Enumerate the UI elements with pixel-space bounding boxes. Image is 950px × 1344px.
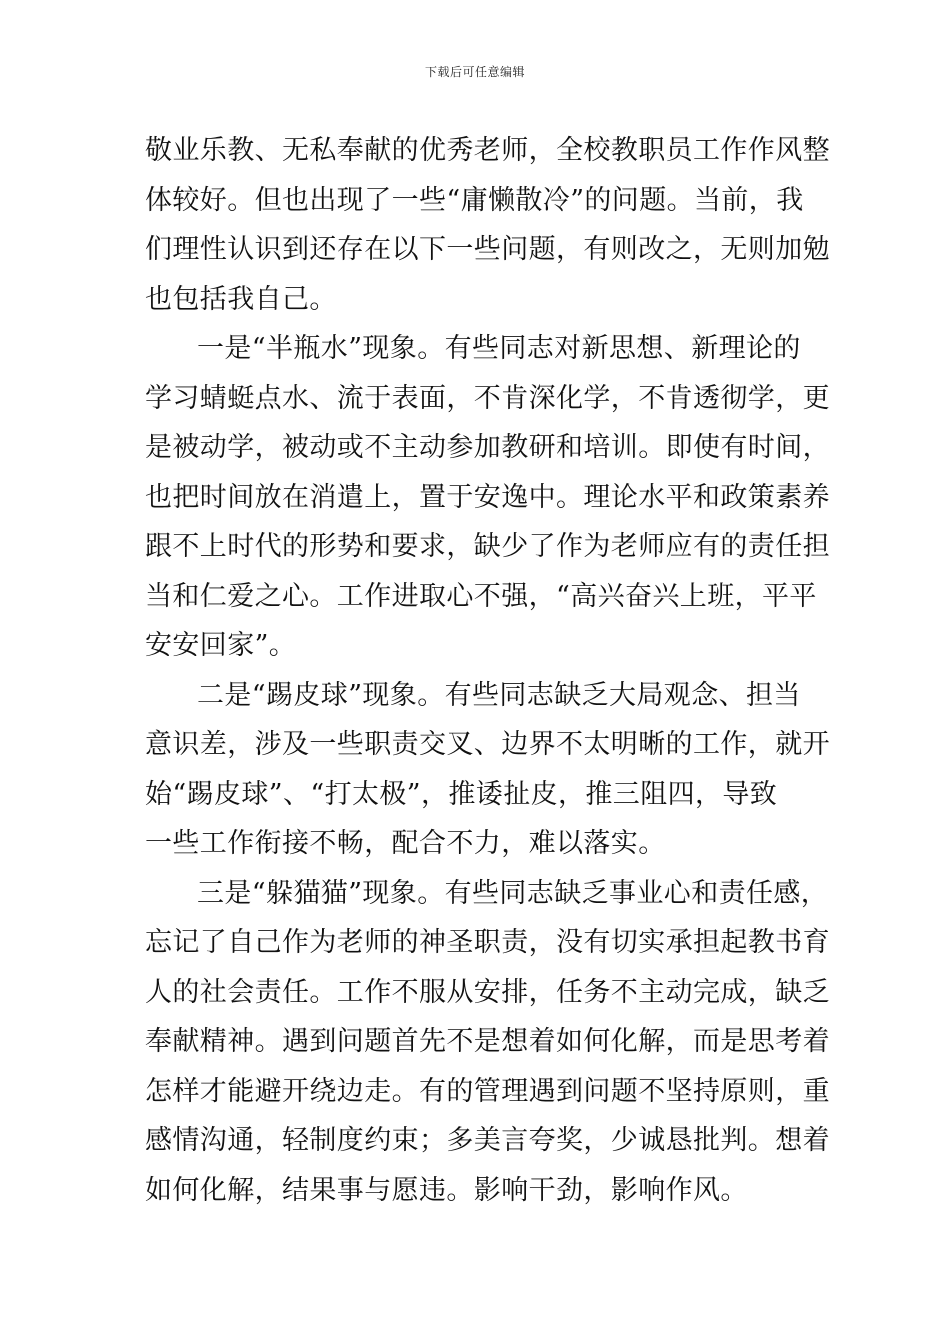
text-line: 怎样才能避开绕边走。有的管理遇到问题不坚持原则，重: [145, 1075, 830, 1107]
paragraph-start-line: 一是“半瓶水”现象。有些同志对新思想、新理论的: [197, 333, 801, 364]
paragraph-start-line: 三是“躲猫猫”现象。有些同志缺乏事业心和责任感，: [197, 877, 829, 909]
text-line: 学习蜻蜓点水、流于表面，不肯深化学，不肯透彻学，更: [145, 382, 830, 414]
text-line: 人的社会责任。工作不服从安排，任务不主动完成，缺乏: [145, 976, 830, 1008]
text-line: 安安回家”。: [145, 630, 297, 661]
text-line: 意识差，涉及一些职责交叉、边界不太明晰的工作，就开: [145, 729, 830, 760]
text-line: 奉献精神。遇到问题首先不是想着如何化解，而是思考着: [145, 1026, 830, 1057]
text-line: 是被动学，被动或不主动参加教研和培训。即使有时间，: [145, 432, 830, 463]
text-line: 一些工作衔接不畅，配合不力，难以落实。: [145, 828, 666, 859]
text-line: 如何化解，结果事与愿违。影响干劲，影响作风。: [145, 1174, 748, 1206]
paragraph-start-line: 二是“踢皮球”现象。有些同志缺乏大局观念、担当: [197, 679, 801, 711]
text-line: 也包括我自己。: [145, 283, 337, 315]
text-line: 体较好。但也出现了一些“庸懒散冷”的问题。当前，我: [145, 184, 804, 216]
text-line: 始“踢皮球”、“打太极”，推诿扯皮，推三阻四，导致: [145, 778, 778, 810]
text-line: 敬业乐教、无私奉献的优秀老师，全校教职员工作作风整: [145, 135, 830, 166]
text-line: 感情沟通，轻制度约束；多美言夸奖，少诚恳批判。想着: [145, 1125, 830, 1156]
text-line: 跟不上时代的形势和要求，缺少了作为老师应有的责任担: [145, 531, 830, 562]
text-line: 们理性认识到还存在以下一些问题，有则改之，无则加勉: [145, 234, 830, 265]
page-header: 下载后可任意编辑: [424, 65, 525, 79]
body-text: [145, 126, 830, 1215]
text-line: 当和仁爱之心。工作进取心不强，“高兴奋兴上班，平平: [145, 580, 817, 612]
text-line: 忘记了自己作为老师的神圣职责，没有切实承担起教书育: [145, 927, 830, 958]
text-line: 也把时间放在消遣上，置于安逸中。理论水平和政策素养: [145, 481, 830, 513]
